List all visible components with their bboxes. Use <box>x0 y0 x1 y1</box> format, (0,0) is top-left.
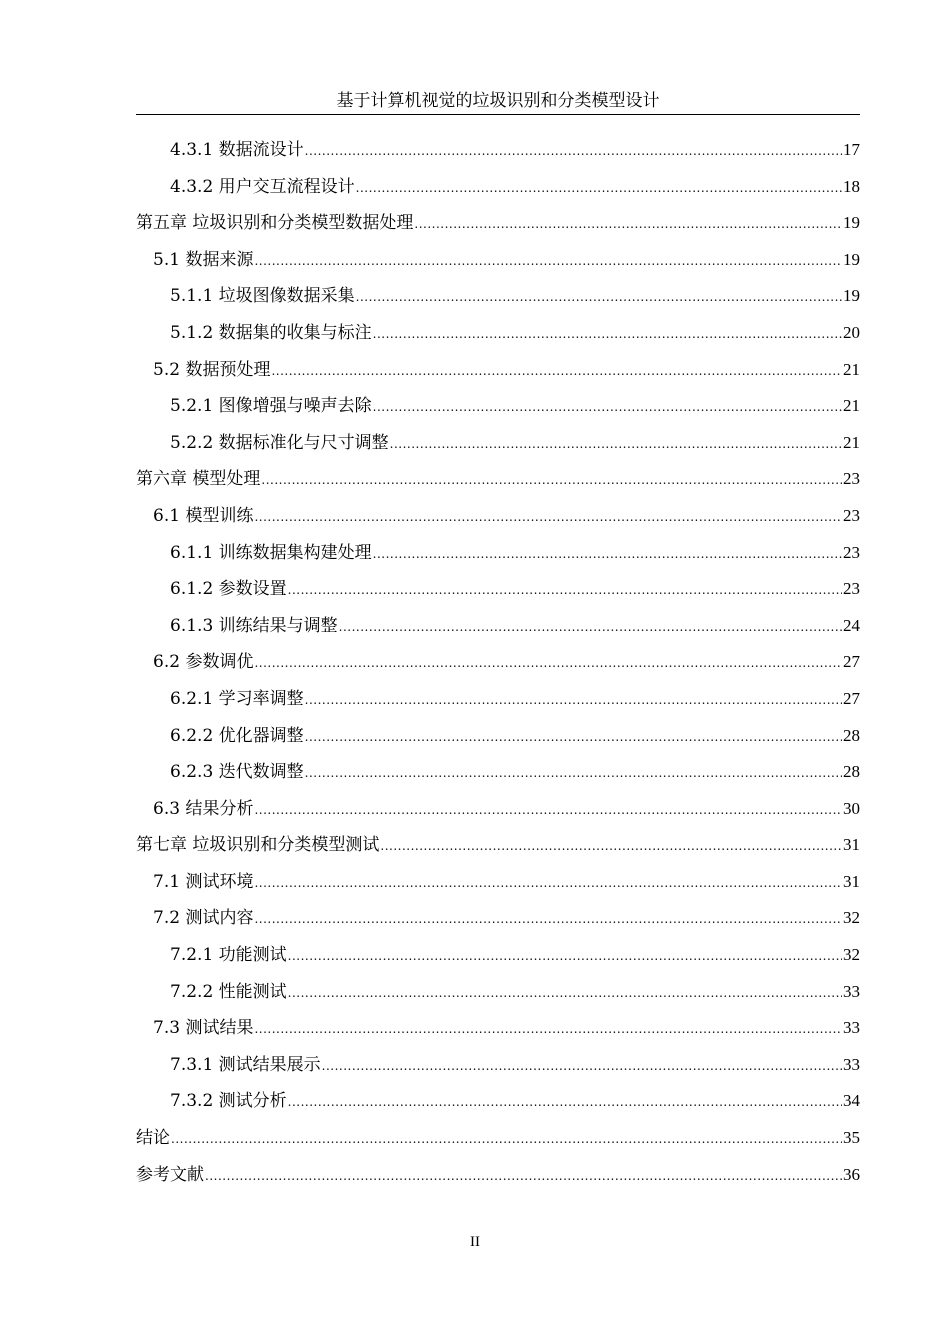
toc-entry-page: 21 <box>843 432 860 452</box>
document-title: 基于计算机视觉的垃圾识别和分类模型设计 <box>336 91 660 111</box>
toc-entry[interactable] <box>136 974 860 1011</box>
toc-entry-title: 参考文献 <box>136 1164 204 1185</box>
toc-entry-page: 23 <box>843 505 860 525</box>
toc-entry-title: 4.3.2 用户交互流程设计 <box>170 176 355 197</box>
toc-entry-page: 17 <box>843 140 860 159</box>
toc-entry-title: 6.2.3 迭代数调整 <box>170 762 304 783</box>
toc-entry-page: 23 <box>843 579 860 599</box>
toc-entry-page: 32 <box>843 945 860 965</box>
toc-entry-page: 33 <box>843 1018 860 1038</box>
toc-entry-title: 结论 <box>136 1128 170 1149</box>
toc-entry[interactable] <box>136 608 860 645</box>
toc-dot-leader <box>305 133 842 170</box>
toc-dot-leader <box>205 1158 842 1195</box>
toc-entry-page: 36 <box>843 1164 860 1184</box>
toc-entry-page: 31 <box>843 871 860 891</box>
toc-entry-title: 第六章 模型处理 <box>136 469 261 490</box>
toc-dot-leader <box>373 316 842 353</box>
toc-entry-page: 28 <box>843 725 860 745</box>
toc-entry[interactable] <box>136 498 860 535</box>
toc-dot-leader <box>305 682 842 719</box>
toc-entry[interactable] <box>136 315 860 352</box>
toc-entry-page: 23 <box>843 542 860 562</box>
toc-entry-page: 27 <box>843 652 860 672</box>
toc-entry-page: 21 <box>843 359 860 379</box>
toc-dot-leader <box>322 1048 842 1085</box>
toc-entry-title: 6.2.2 优化器调整 <box>170 725 304 746</box>
toc-entry-title: 6.1 模型训练 <box>153 505 254 526</box>
toc-entry[interactable] <box>136 644 860 681</box>
toc-entry-page: 19 <box>843 213 860 233</box>
toc-entry[interactable] <box>136 242 860 279</box>
toc-entry[interactable] <box>136 900 860 937</box>
toc-entry-title: 5.1.1 垃圾图像数据采集 <box>170 286 355 307</box>
toc-entry-title: 6.1.2 参数设置 <box>170 579 287 600</box>
toc-entry[interactable] <box>136 425 860 462</box>
toc-entry-page: 20 <box>843 322 860 342</box>
toc-entry[interactable] <box>136 205 860 242</box>
toc-entry-title: 4.3.1 数据流设计 <box>170 140 304 160</box>
toc-dot-leader <box>171 1121 842 1158</box>
toc-dot-leader <box>254 792 842 829</box>
toc-entry[interactable] <box>136 352 860 389</box>
toc-dot-leader <box>254 865 842 902</box>
toc-dot-leader <box>356 279 842 316</box>
toc-dot-leader <box>254 901 842 938</box>
toc-entry[interactable] <box>136 1047 860 1084</box>
toc-dot-leader <box>305 755 842 792</box>
toc-dot-leader <box>356 170 842 207</box>
toc-entry-title: 5.2.1 图像增强与噪声去除 <box>170 396 372 417</box>
toc-entry-title: 6.1.3 训练结果与调整 <box>170 615 338 636</box>
toc-entry-page: 18 <box>843 176 860 196</box>
toc-dot-leader <box>288 975 842 1012</box>
toc-entry-page: 33 <box>843 1054 860 1074</box>
toc-entry-title: 7.1 测试环境 <box>153 871 254 892</box>
toc-entry-title: 5.1 数据来源 <box>153 249 254 270</box>
toc-dot-leader <box>254 645 842 682</box>
toc-entry[interactable] <box>136 937 860 974</box>
toc-entry[interactable] <box>136 864 860 901</box>
toc-entry-title: 7.2.2 性能测试 <box>170 981 287 1002</box>
toc-entry[interactable] <box>136 718 860 755</box>
page-number: II <box>470 1234 480 1250</box>
toc-entry[interactable] <box>136 278 860 315</box>
toc-entry-title: 7.3 测试结果 <box>153 1018 254 1039</box>
toc-dot-leader <box>261 462 842 499</box>
toc-dot-leader <box>288 938 842 975</box>
toc-dot-leader <box>373 389 842 426</box>
toc-entry[interactable] <box>136 1010 860 1047</box>
toc-entry-page: 35 <box>843 1128 860 1148</box>
toc-entry[interactable] <box>136 754 860 791</box>
toc-dot-leader <box>305 719 842 756</box>
toc-dot-leader <box>288 572 842 609</box>
toc-dot-leader <box>339 609 842 646</box>
toc-entry-page: 24 <box>843 615 860 635</box>
toc-entry-title: 6.2.1 学习率调整 <box>170 688 304 709</box>
toc-entry-title: 6.1.1 训练数据集构建处理 <box>170 542 372 563</box>
toc-entry-page: 30 <box>843 798 860 818</box>
toc-entry-title: 7.2 测试内容 <box>153 908 254 929</box>
toc-entry[interactable] <box>136 1157 860 1194</box>
toc-entry-title: 第七章 垃圾识别和分类模型测试 <box>136 835 380 856</box>
toc-entry-page: 32 <box>843 908 860 928</box>
toc-entry[interactable] <box>136 388 860 425</box>
table-of-contents <box>136 132 860 1193</box>
toc-dot-leader <box>390 426 842 463</box>
toc-dot-leader <box>373 536 842 573</box>
toc-entry-title: 7.2.1 功能测试 <box>170 945 287 966</box>
toc-entry-title: 5.2 数据预处理 <box>153 359 271 380</box>
toc-entry-page: 33 <box>843 981 860 1001</box>
toc-entry-page: 28 <box>843 762 860 782</box>
toc-dot-leader <box>288 1084 842 1121</box>
toc-entry-title: 7.3.2 测试分析 <box>170 1091 287 1112</box>
toc-entry-page: 27 <box>843 688 860 708</box>
toc-entry-page: 34 <box>843 1091 860 1111</box>
toc-entry-title: 7.3.1 测试结果展示 <box>170 1054 321 1075</box>
toc-dot-leader <box>254 1011 842 1048</box>
toc-dot-leader <box>254 499 842 536</box>
toc-entry[interactable] <box>136 535 860 572</box>
toc-dot-leader <box>254 243 842 280</box>
toc-entry[interactable] <box>136 827 860 864</box>
toc-entry-page: 21 <box>843 396 860 416</box>
page-header <box>136 88 860 115</box>
toc-entry-title: 6.3 结果分析 <box>153 798 254 819</box>
toc-dot-leader <box>414 206 842 243</box>
toc-entry[interactable] <box>136 1120 860 1157</box>
toc-entry[interactable] <box>136 1083 860 1120</box>
toc-entry[interactable] <box>136 461 860 498</box>
toc-entry[interactable] <box>136 681 860 718</box>
toc-entry[interactable] <box>136 132 860 169</box>
toc-entry-title: 第五章 垃圾识别和分类模型数据处理 <box>136 213 414 234</box>
toc-dot-leader <box>271 353 842 390</box>
toc-entry-title: 5.2.2 数据标准化与尺寸调整 <box>170 432 389 453</box>
page-footer <box>0 1234 950 1251</box>
toc-entry-page: 31 <box>843 835 860 855</box>
toc-entry-title: 5.1.2 数据集的收集与标注 <box>170 322 372 343</box>
toc-dot-leader <box>380 828 842 865</box>
toc-entry-page: 23 <box>843 469 860 489</box>
toc-entry-page: 19 <box>843 286 860 306</box>
toc-entry-title: 6.2 参数调优 <box>153 652 254 673</box>
toc-entry[interactable] <box>136 571 860 608</box>
toc-entry[interactable] <box>136 791 860 828</box>
toc-entry-page: 19 <box>843 249 860 269</box>
toc-entry[interactable] <box>136 169 860 206</box>
